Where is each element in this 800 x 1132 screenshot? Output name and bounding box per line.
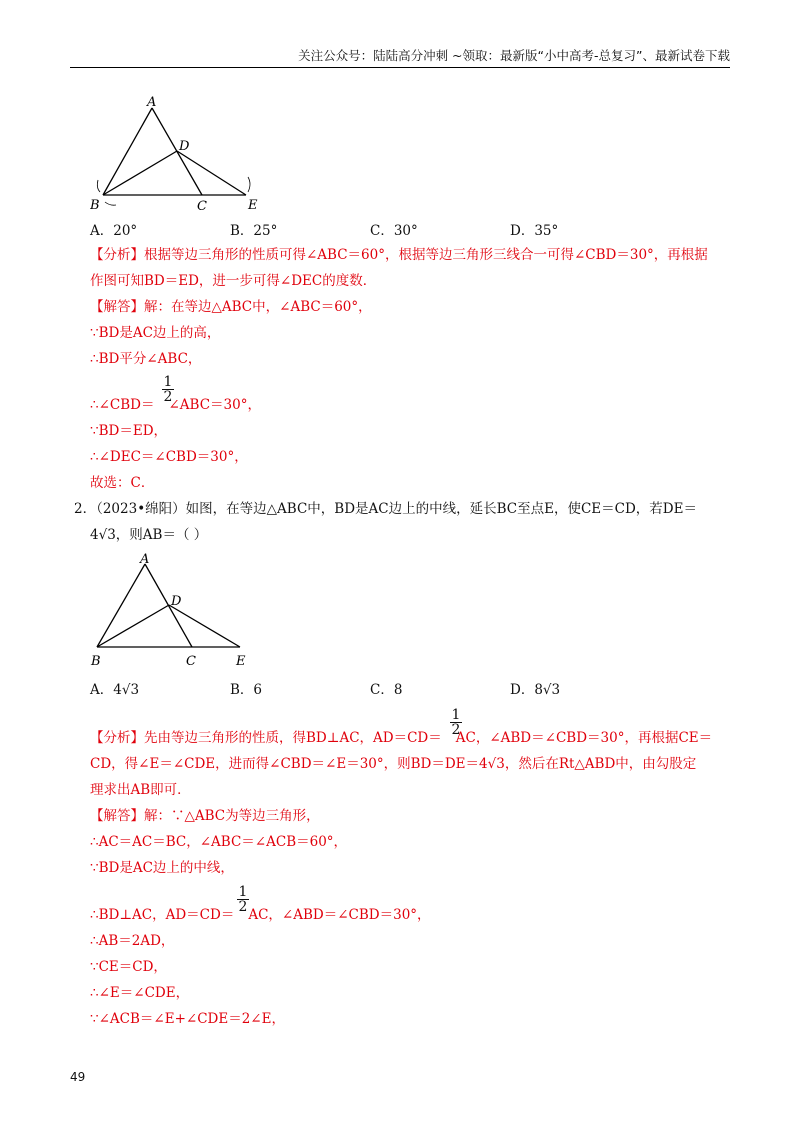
q2-analysis-line-1 (90, 728, 712, 748)
q2-analysis-line-3: 理求出AB即可． (90, 782, 191, 798)
fig1-label-b: B (90, 198, 100, 213)
q1-option-c: C．30° (370, 223, 418, 239)
q1-fraction-numerator: 1 (163, 374, 173, 390)
q1-option-a: A．20° (90, 223, 138, 239)
q1-solution-line-4 (90, 395, 261, 415)
q2-analysis-fraction-numerator: 1 (451, 707, 461, 723)
page-number: 49 (70, 1070, 86, 1084)
fig2-label-b: B (91, 654, 101, 669)
q2-stem-line-2 (90, 525, 207, 545)
q2-analysis-fraction-denominator: 2 (451, 722, 461, 738)
fig1-label-c: C (197, 199, 207, 214)
q2-solution-line-5: ∴AB＝2AD， (90, 933, 175, 949)
q2-option-a: A．4√3 (90, 682, 140, 698)
q2-option-b: B．6 (230, 682, 263, 698)
q1-option-d: D．35° (510, 223, 559, 239)
q1-analysis-line-1: 【分析】根据等边三角形的性质可得∠ABC＝60°，根据等边三角形三线合一可得∠CBD＝30°，再根据 (90, 247, 708, 263)
q1-solution-line-2: ∵BD是AC边上的高， (90, 325, 221, 341)
q1-solution-line-4-start: ∴∠CBD＝ (90, 397, 155, 413)
q1-solution-line-4-end: ∠ABC＝30°， (168, 397, 261, 413)
q2-stem-value: 4√3 (90, 527, 116, 543)
fig1-label-a: A (147, 95, 157, 110)
q1-solution-line-7: 故选：C． (90, 475, 155, 491)
q1-solution-line-6: ∴∠DEC＝∠CBD＝30°， (90, 449, 248, 465)
q2-solution-line-8: ∵∠ACB＝∠E+∠CDE＝2∠E， (90, 1011, 285, 1027)
q2-solution-line-1: 【解答】解：∵△ABC为等边三角形， (90, 808, 320, 824)
q2-solution-line-4-start: ∴BD⊥AC，AD＝CD＝ (90, 907, 235, 923)
q1-analysis-line-2: 作图可知BD＝ED，进一步可得∠DEC的度数． (90, 273, 377, 289)
figure-2 (88, 548, 263, 672)
q2-solution-fraction-denominator: 2 (238, 899, 248, 915)
q1-options (90, 219, 650, 239)
q2-solution-line-7: ∴∠E＝∠CDE， (90, 985, 190, 1001)
fig2-label-e: E (236, 654, 246, 669)
figure-1 (90, 92, 270, 214)
q1-fraction-denominator: 2 (163, 389, 173, 405)
q1-fraction (162, 375, 174, 404)
q2-solution-line-3: ∵BD是AC边上的中线， (90, 860, 234, 876)
q1-option-b: B．25° (230, 223, 278, 239)
q2-option-d: D．8√3 (510, 682, 561, 698)
q1-solution-line-3: ∴BD平分∠ABC， (90, 351, 202, 367)
q2-stem-line-1: 2．（2023•绵阳）如图，在等边△ABC中，BD是AC边上的中线，延长BC至点E，使CE＝CD，若DE＝ (74, 501, 697, 517)
q2-analysis-line-1-start: 【分析】先由等边三角形的性质，得BD⊥AC，AD＝CD＝ (90, 730, 442, 746)
q2-solution-line-4-end: AC，∠ABD＝∠CBD＝30°， (248, 907, 431, 923)
fig2-label-c: C (186, 654, 196, 669)
q2-analysis-fraction (450, 708, 462, 737)
q1-solution-line-1: 【解答】解：在等边△ABC中，∠ABC＝60°， (90, 299, 372, 315)
fig2-label-d: D (171, 594, 182, 609)
q2-option-c: C．8 (370, 682, 403, 698)
q2-stem-question: ，则AB＝（ ） (115, 527, 208, 543)
fig1-label-d: D (179, 139, 190, 154)
q2-solution-line-2: ∴AC＝AC＝BC，∠ABC＝∠ACB＝60°， (90, 834, 348, 850)
fig2-label-a: A (140, 552, 150, 567)
q2-solution-fraction (237, 885, 249, 914)
q2-solution-line-4 (90, 905, 431, 925)
q2-solution-line-6: ∵CE＝CD， (90, 959, 167, 975)
q2-analysis-line-1-end: AC，∠ABD＝∠CBD＝30°，再根据CE＝ (455, 730, 713, 746)
fig1-label-e: E (248, 198, 258, 213)
q2-solution-fraction-numerator: 1 (238, 884, 248, 900)
q2-analysis-line-2: CD，得∠E＝∠CDE，进而得∠CBD＝∠E＝30°，则BD＝DE＝4√3，然后在Rt△ABD中，由勾股定 (90, 756, 697, 772)
q1-solution-line-5: ∵BD＝ED， (90, 423, 168, 439)
q2-options (90, 678, 650, 698)
page-header: 关注公众号：陆陆高分冲刺 ~领取：最新版“小中高考-总复习”、最新试卷下载 (70, 46, 730, 68)
